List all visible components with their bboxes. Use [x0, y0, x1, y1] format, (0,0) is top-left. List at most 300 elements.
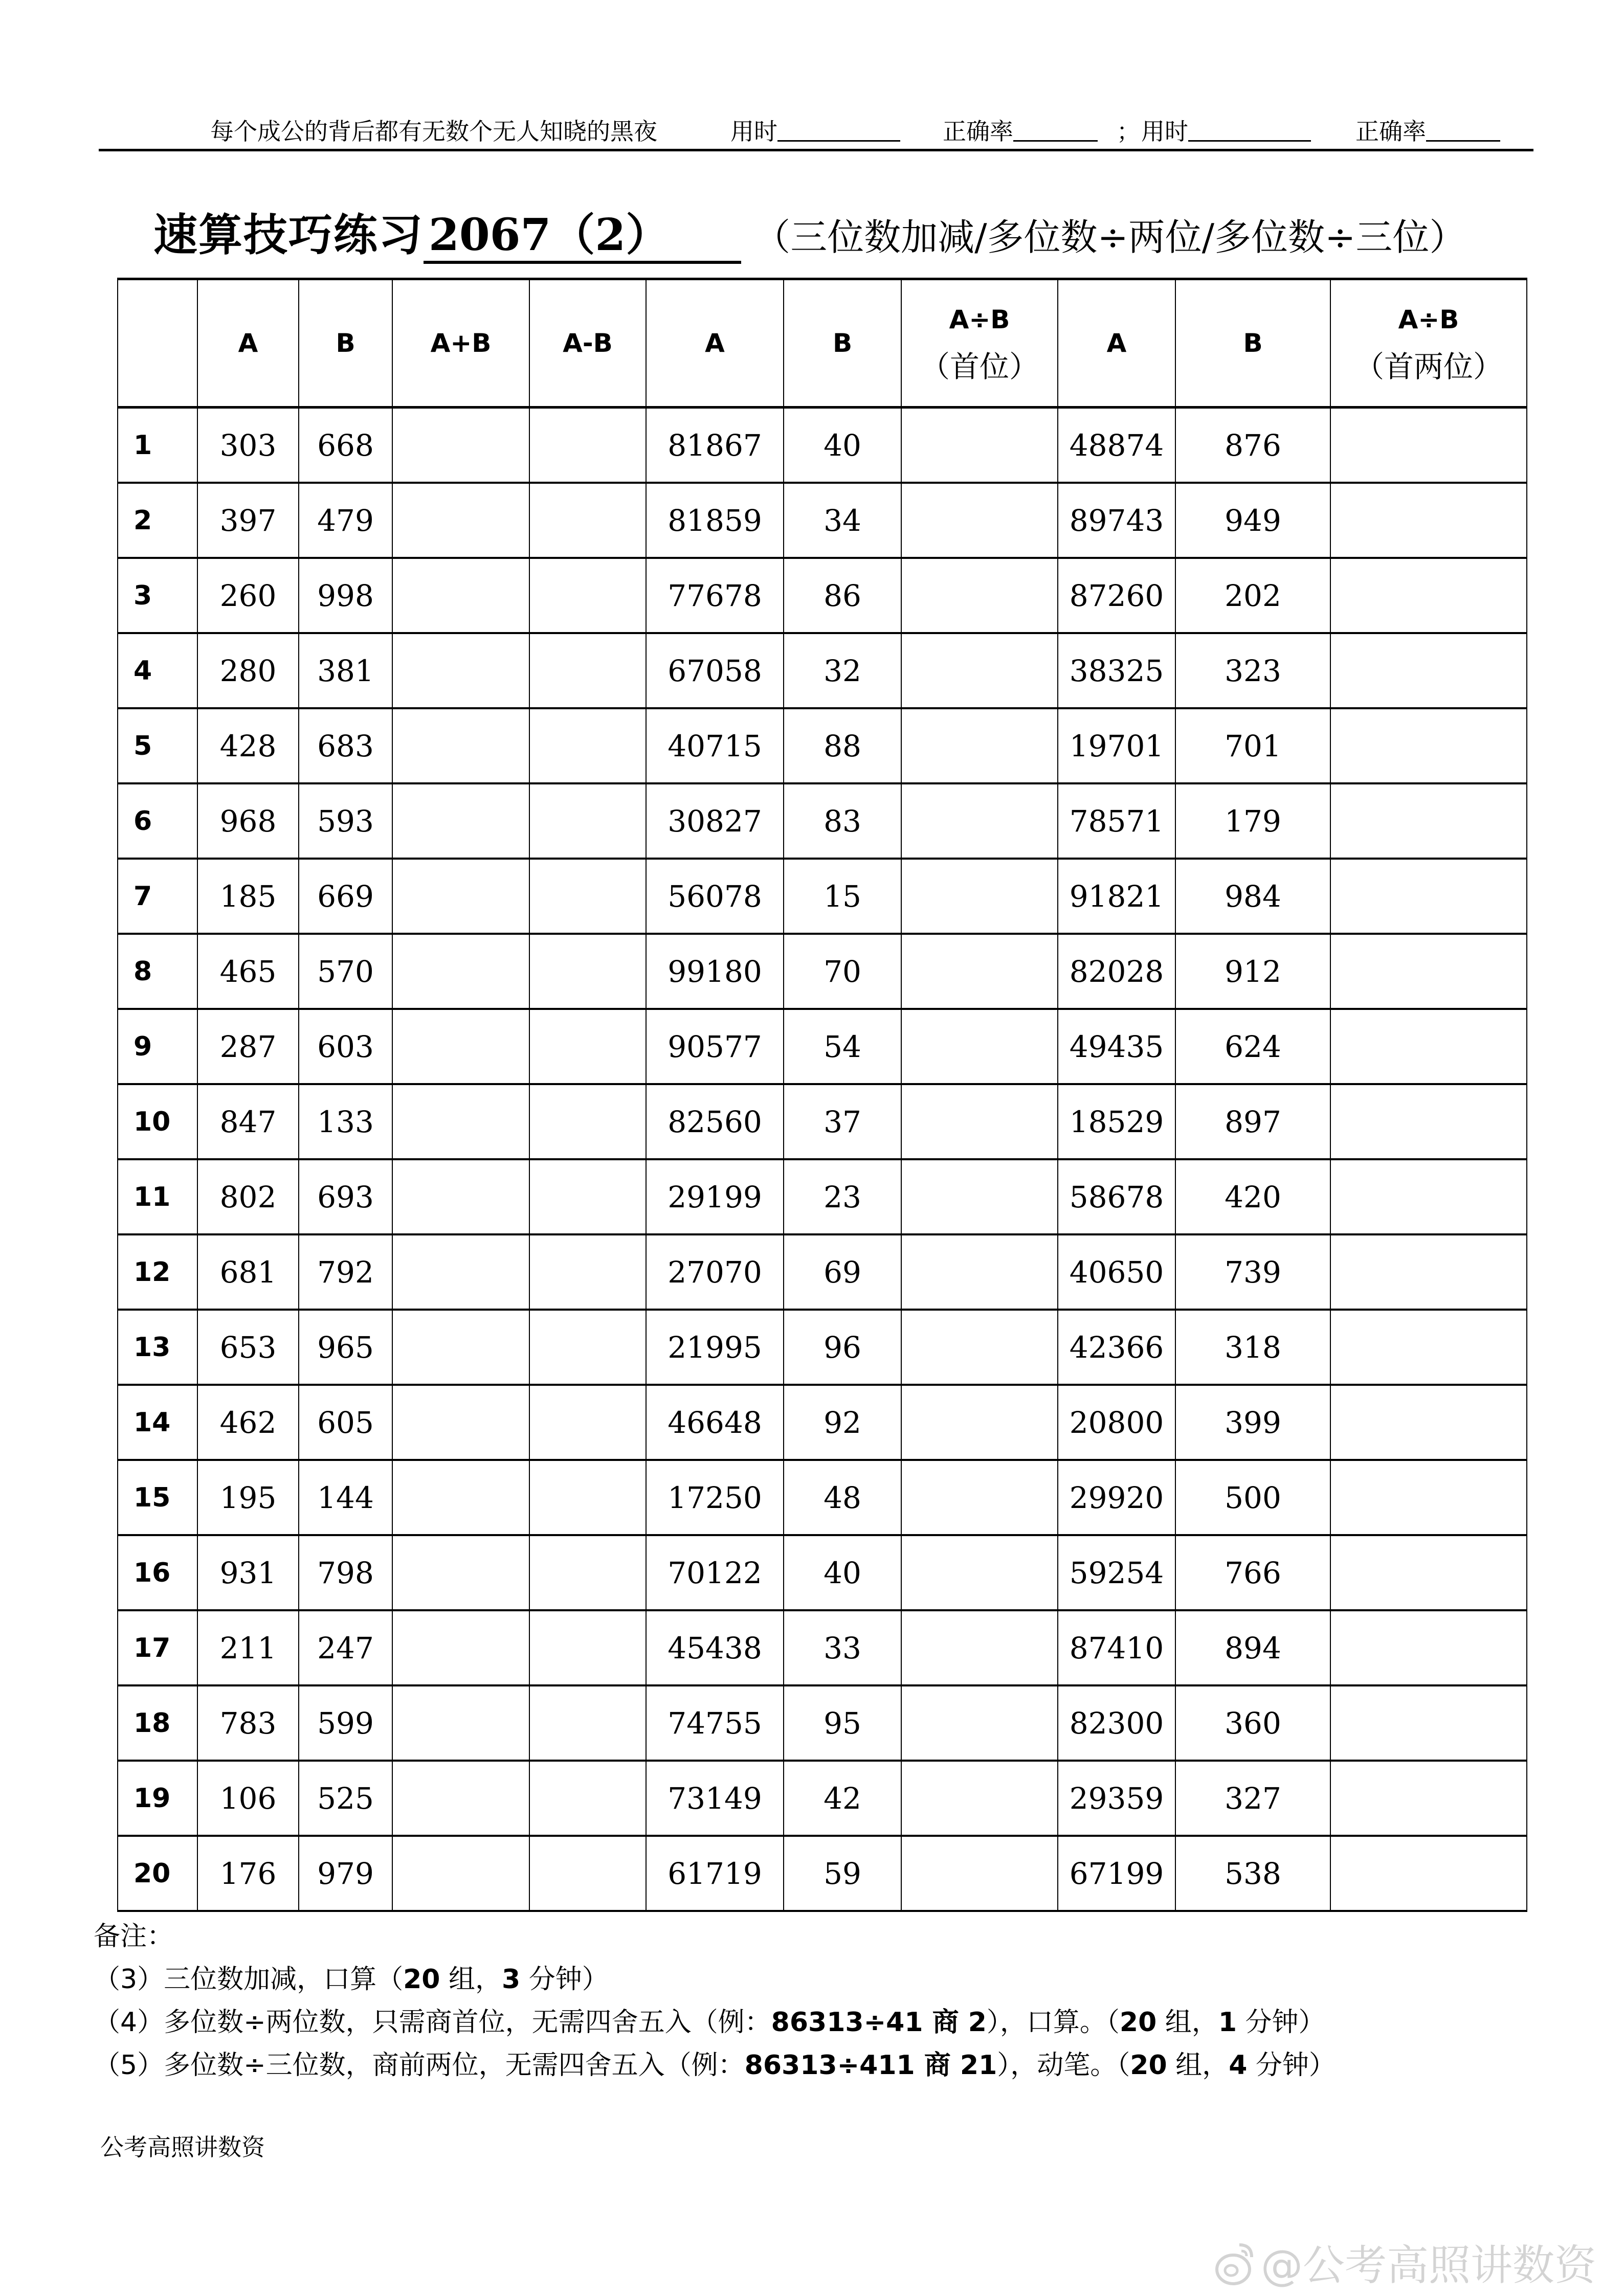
div3-answer-input[interactable] [1331, 709, 1526, 782]
div2-answer-input[interactable] [902, 559, 1057, 632]
header-a-minus-b: A-B [529, 279, 646, 408]
diff-answer-input[interactable] [530, 1311, 646, 1384]
sum-answer-input[interactable] [393, 1686, 529, 1760]
table-row [118, 483, 1527, 558]
row-number: 6 [118, 783, 197, 859]
sum-answer-cell[interactable] [392, 708, 529, 783]
div3-answer-cell[interactable] [1330, 1685, 1527, 1761]
addsub-b: 605 [299, 1385, 392, 1460]
div2-answer-cell[interactable] [901, 633, 1058, 708]
addsub-b: 792 [299, 1234, 392, 1310]
table-row [118, 1761, 1527, 1836]
sum-answer-input[interactable] [393, 860, 529, 933]
div3-answer-cell[interactable] [1330, 1234, 1527, 1310]
row-number: 17 [118, 1610, 197, 1685]
diff-answer-cell[interactable] [529, 1535, 646, 1610]
time-label-1: 用时 [730, 114, 777, 149]
diff-answer-cell[interactable] [529, 408, 646, 483]
table-row [118, 1310, 1527, 1385]
sum-answer-input[interactable] [393, 409, 529, 482]
div3-answer-cell[interactable] [1330, 1761, 1527, 1836]
div2-a: 67058 [646, 633, 784, 708]
div2-answer-input[interactable] [902, 784, 1057, 858]
row-number: 19 [118, 1761, 197, 1836]
div2-answer-input[interactable] [902, 1311, 1057, 1384]
row-number: 20 [118, 1836, 197, 1911]
div2-a: 21995 [646, 1310, 784, 1385]
div3-b: 420 [1175, 1159, 1330, 1234]
row-number: 10 [118, 1084, 197, 1159]
div2-answer-cell[interactable] [901, 1836, 1058, 1911]
watermark [1215, 2232, 1596, 2292]
div3-answer-input[interactable] [1331, 1311, 1526, 1384]
div2-answer-input[interactable] [902, 1010, 1057, 1083]
sum-answer-input[interactable] [393, 1611, 529, 1684]
row-number: 11 [118, 1159, 197, 1234]
row-number: 7 [118, 859, 197, 934]
div3-b: 318 [1175, 1310, 1330, 1385]
div3-a: 38325 [1058, 633, 1175, 708]
div3-a: 48874 [1058, 408, 1175, 483]
div2-a: 81859 [646, 483, 784, 558]
div2-b: 15 [784, 859, 901, 934]
div2-answer-cell[interactable] [901, 1610, 1058, 1685]
sum-answer-input[interactable] [393, 1536, 529, 1609]
row-number: 9 [118, 1009, 197, 1084]
div3-answer-cell[interactable] [1330, 1084, 1527, 1159]
div3-a: 87410 [1058, 1610, 1175, 1685]
diff-answer-input[interactable] [530, 1386, 646, 1459]
div3-answer-cell[interactable] [1330, 1009, 1527, 1084]
diff-answer-cell[interactable] [529, 1234, 646, 1310]
div2-a: 45438 [646, 1610, 784, 1685]
div3-answer-input[interactable] [1331, 634, 1526, 707]
div3-a: 20800 [1058, 1385, 1175, 1460]
div2-answer-cell[interactable] [901, 1385, 1058, 1460]
diff-answer-input[interactable] [530, 1536, 646, 1609]
div2-b: 33 [784, 1610, 901, 1685]
div3-answer-input[interactable] [1331, 1686, 1526, 1760]
div2-a: 46648 [646, 1385, 784, 1460]
addsub-a: 462 [197, 1385, 299, 1460]
addsub-a: 185 [197, 859, 299, 934]
sum-answer-cell[interactable] [392, 1836, 529, 1911]
time-label-2: 用时 [1141, 114, 1188, 149]
div3-answer-input[interactable] [1331, 1010, 1526, 1083]
separator: ； [1117, 118, 1140, 145]
diff-answer-input[interactable] [530, 1085, 646, 1158]
div2-b: 37 [784, 1084, 901, 1159]
addsub-b: 998 [299, 558, 392, 633]
table-row [118, 1084, 1527, 1159]
div2-answer-input[interactable] [902, 1085, 1057, 1158]
addsub-b: 603 [299, 1009, 392, 1084]
div2-answer-cell[interactable] [901, 1009, 1058, 1084]
addsub-b: 525 [299, 1761, 392, 1836]
diff-answer-input[interactable] [530, 709, 646, 782]
div2-answer-cell[interactable] [901, 783, 1058, 859]
diff-answer-input[interactable] [530, 1611, 646, 1684]
div2-answer-input[interactable] [902, 709, 1057, 782]
addsub-a: 176 [197, 1836, 299, 1911]
div3-answer-input[interactable] [1331, 1536, 1526, 1609]
div3-answer-cell[interactable] [1330, 1159, 1527, 1234]
addsub-b: 599 [299, 1685, 392, 1761]
diff-answer-cell[interactable] [529, 1159, 646, 1234]
div2-a: 99180 [646, 934, 784, 1009]
sum-answer-input[interactable] [393, 484, 529, 557]
table-row [118, 934, 1527, 1009]
div3-answer-input[interactable] [1331, 860, 1526, 933]
diff-answer-cell[interactable] [529, 1009, 646, 1084]
div2-answer-input[interactable] [902, 634, 1057, 707]
sum-answer-input[interactable] [393, 1085, 529, 1158]
div3-b: 912 [1175, 934, 1330, 1009]
footer-source: 公考高照讲数资 [100, 2133, 265, 2161]
diff-answer-cell[interactable] [529, 1685, 646, 1761]
div3-a: 67199 [1058, 1836, 1175, 1911]
diff-answer-cell[interactable] [529, 483, 646, 558]
addsub-a: 465 [197, 934, 299, 1009]
div2-b: 54 [784, 1009, 901, 1084]
div2-answer-input[interactable] [902, 1386, 1057, 1459]
addsub-a: 802 [197, 1159, 299, 1234]
sum-answer-cell[interactable] [392, 1009, 529, 1084]
table-row [118, 1610, 1527, 1685]
div2-a: 29199 [646, 1159, 784, 1234]
div2-answer-input[interactable] [902, 1235, 1057, 1309]
div2-b: 40 [784, 408, 901, 483]
diff-answer-input[interactable] [530, 1160, 646, 1233]
header-a-addsub: A [197, 279, 299, 408]
div2-answer-input[interactable] [902, 484, 1057, 557]
addsub-a: 931 [197, 1535, 299, 1610]
addsub-b: 381 [299, 633, 392, 708]
div2-a: 90577 [646, 1009, 784, 1084]
page-title [153, 199, 1466, 261]
div2-answer-cell[interactable] [901, 1234, 1058, 1310]
sum-answer-input[interactable] [393, 1837, 529, 1910]
div2-answer-cell[interactable] [901, 1084, 1058, 1159]
sum-answer-cell[interactable] [392, 1310, 529, 1385]
sum-answer-cell[interactable] [392, 1535, 529, 1610]
div2-a: 81867 [646, 408, 784, 483]
accuracy-blank-2[interactable] [1426, 114, 1500, 142]
table-row [118, 708, 1527, 783]
sum-answer-input[interactable] [393, 784, 529, 858]
sum-answer-input[interactable] [393, 559, 529, 632]
div2-answer-cell[interactable] [901, 1761, 1058, 1836]
sum-answer-input[interactable] [393, 935, 529, 1008]
diff-answer-input[interactable] [530, 1762, 646, 1835]
div3-answer-cell[interactable] [1330, 1385, 1527, 1460]
time-blank-1[interactable] [777, 114, 900, 142]
addsub-b: 144 [299, 1460, 392, 1535]
div3-answer-input[interactable] [1331, 409, 1526, 482]
div2-a: 27070 [646, 1234, 784, 1310]
note-item-5: （5）多位数÷三位数，商前两位，无需四舍五入（例：86313÷411 商 21），动笔。（20 组，4 分钟） [94, 2050, 1336, 2081]
div2-a: 40715 [646, 708, 784, 783]
diff-answer-cell[interactable] [529, 1310, 646, 1385]
sum-answer-cell[interactable] [392, 483, 529, 558]
div2-b: 32 [784, 633, 901, 708]
div2-a: 61719 [646, 1836, 784, 1911]
sum-answer-cell[interactable] [392, 1761, 529, 1836]
diff-answer-cell[interactable] [529, 708, 646, 783]
div3-b: 323 [1175, 633, 1330, 708]
diff-answer-input[interactable] [530, 1461, 646, 1534]
div3-answer-input[interactable] [1331, 784, 1526, 858]
sum-answer-cell[interactable] [392, 859, 529, 934]
sum-answer-cell[interactable] [392, 1234, 529, 1310]
addsub-b: 979 [299, 1836, 392, 1911]
header-divider [99, 149, 1533, 151]
div2-a: 70122 [646, 1535, 784, 1610]
row-number: 8 [118, 934, 197, 1009]
div2-b: 70 [784, 934, 901, 1009]
div3-answer-cell[interactable] [1330, 1836, 1527, 1911]
div2-b: 88 [784, 708, 901, 783]
div2-answer-input[interactable] [902, 409, 1057, 482]
div3-answer-input[interactable] [1331, 1837, 1526, 1910]
row-number: 3 [118, 558, 197, 633]
addsub-b: 669 [299, 859, 392, 934]
div3-answer-cell[interactable] [1330, 1310, 1527, 1385]
addsub-a: 303 [197, 408, 299, 483]
header-quotient-first-digit: A÷B （首位） [901, 279, 1058, 408]
diff-answer-input[interactable] [530, 1235, 646, 1309]
row-number: 13 [118, 1310, 197, 1385]
diff-answer-input[interactable] [530, 1010, 646, 1083]
div3-answer-input[interactable] [1331, 1386, 1526, 1459]
div3-b: 179 [1175, 783, 1330, 859]
addsub-a: 260 [197, 558, 299, 633]
sum-answer-cell[interactable] [392, 1159, 529, 1234]
motto-bar [99, 114, 1533, 149]
div3-answer-input[interactable] [1331, 1235, 1526, 1309]
addsub-a: 397 [197, 483, 299, 558]
div2-a: 56078 [646, 859, 784, 934]
sum-answer-cell[interactable] [392, 783, 529, 859]
div2-answer-cell[interactable] [901, 934, 1058, 1009]
div2-answer-input[interactable] [902, 1160, 1057, 1233]
table-row [118, 1009, 1527, 1084]
div3-answer-cell[interactable] [1330, 1535, 1527, 1610]
div2-answer-input[interactable] [902, 1461, 1057, 1534]
sum-answer-cell[interactable] [392, 633, 529, 708]
addsub-a: 847 [197, 1084, 299, 1159]
row-number: 14 [118, 1385, 197, 1460]
div3-answer-input[interactable] [1331, 559, 1526, 632]
title-main: 速算技巧练习 [153, 209, 424, 261]
diff-answer-input[interactable] [530, 784, 646, 858]
div3-answer-input[interactable] [1331, 1461, 1526, 1534]
sum-answer-cell[interactable] [392, 934, 529, 1009]
row-number: 12 [118, 1234, 197, 1310]
diff-answer-cell[interactable] [529, 1084, 646, 1159]
sum-answer-input[interactable] [393, 1010, 529, 1083]
accuracy-blank-1[interactable] [1013, 114, 1098, 142]
table-row [118, 783, 1527, 859]
sum-answer-cell[interactable] [392, 1460, 529, 1535]
addsub-b: 965 [299, 1310, 392, 1385]
div3-answer-cell[interactable] [1330, 483, 1527, 558]
row-number: 2 [118, 483, 197, 558]
sum-answer-input[interactable] [393, 1160, 529, 1233]
addsub-b: 479 [299, 483, 392, 558]
div3-a: 40650 [1058, 1234, 1175, 1310]
sum-answer-cell[interactable] [392, 1084, 529, 1159]
diff-answer-input[interactable] [530, 634, 646, 707]
diff-answer-cell[interactable] [529, 1385, 646, 1460]
div2-b: 83 [784, 783, 901, 859]
div3-b: 399 [1175, 1385, 1330, 1460]
header-a-plus-b: A+B [392, 279, 529, 408]
div2-b: 69 [784, 1234, 901, 1310]
div2-answer-input[interactable] [902, 1762, 1057, 1835]
div3-b: 327 [1175, 1761, 1330, 1836]
sum-answer-cell[interactable] [392, 1610, 529, 1685]
addsub-b: 133 [299, 1084, 392, 1159]
diff-answer-input[interactable] [530, 484, 646, 557]
sum-answer-cell[interactable] [392, 1385, 529, 1460]
div3-b: 949 [1175, 483, 1330, 558]
diff-answer-cell[interactable] [529, 1761, 646, 1836]
div2-b: 23 [784, 1159, 901, 1234]
div3-answer-cell[interactable] [1330, 1460, 1527, 1535]
diff-answer-input[interactable] [530, 860, 646, 933]
row-number: 18 [118, 1685, 197, 1761]
div2-answer-input[interactable] [902, 1686, 1057, 1760]
div3-answer-input[interactable] [1331, 1085, 1526, 1158]
sum-answer-input[interactable] [393, 1762, 529, 1835]
table-row [118, 1460, 1527, 1535]
sum-answer-input[interactable] [393, 709, 529, 782]
div2-answer-cell[interactable] [901, 408, 1058, 483]
row-number: 5 [118, 708, 197, 783]
div3-answer-cell[interactable] [1330, 783, 1527, 859]
div3-answer-cell[interactable] [1330, 1610, 1527, 1685]
diff-answer-cell[interactable] [529, 1836, 646, 1911]
note-item-4: （4）多位数÷两位数，只需商首位，无需四舍五入（例：86313÷41 商 2），口算。（20 组，1 分钟） [94, 2007, 1325, 2038]
addsub-b: 593 [299, 783, 392, 859]
div3-a: 42366 [1058, 1310, 1175, 1385]
div3-b: 766 [1175, 1535, 1330, 1610]
time-blank-2[interactable] [1188, 114, 1311, 142]
div3-answer-input[interactable] [1331, 1611, 1526, 1684]
div2-answer-input[interactable] [902, 1536, 1057, 1609]
div3-a: 49435 [1058, 1009, 1175, 1084]
addsub-a: 280 [197, 633, 299, 708]
div3-b: 984 [1175, 859, 1330, 934]
note-item-3: （3）三位数加减，口算（20 组，3 分钟） [94, 1964, 609, 1995]
div2-answer-input[interactable] [902, 860, 1057, 933]
div2-b: 96 [784, 1310, 901, 1385]
div2-answer-cell[interactable] [901, 1159, 1058, 1234]
watermark-text: @公考高照讲数资 [1261, 2241, 1597, 2290]
sum-answer-input[interactable] [393, 634, 529, 707]
diff-answer-cell[interactable] [529, 558, 646, 633]
div2-a: 17250 [646, 1460, 784, 1535]
diff-answer-input[interactable] [530, 409, 646, 482]
div2-answer-cell[interactable] [901, 483, 1058, 558]
div2-b: 40 [784, 1535, 901, 1610]
div3-answer-cell[interactable] [1330, 934, 1527, 1009]
diff-answer-cell[interactable] [529, 934, 646, 1009]
practice-table [117, 278, 1527, 1912]
div2-answer-cell[interactable] [901, 1535, 1058, 1610]
row-number: 4 [118, 633, 197, 708]
addsub-a: 211 [197, 1610, 299, 1685]
div3-a: 18529 [1058, 1084, 1175, 1159]
sum-answer-input[interactable] [393, 1311, 529, 1384]
diff-answer-cell[interactable] [529, 859, 646, 934]
div3-answer-input[interactable] [1331, 935, 1526, 1008]
div3-a: 29920 [1058, 1460, 1175, 1535]
sum-answer-input[interactable] [393, 1386, 529, 1459]
div3-b: 894 [1175, 1610, 1330, 1685]
div2-answer-cell[interactable] [901, 859, 1058, 934]
div2-a: 30827 [646, 783, 784, 859]
addsub-a: 681 [197, 1234, 299, 1310]
div3-answer-input[interactable] [1331, 1160, 1526, 1233]
div3-a: 89743 [1058, 483, 1175, 558]
title-number: 2067（2） [424, 210, 741, 264]
diff-answer-cell[interactable] [529, 633, 646, 708]
div2-answer-input[interactable] [902, 935, 1057, 1008]
header-a-div2: A [646, 279, 784, 408]
div3-answer-cell[interactable] [1330, 558, 1527, 633]
diff-answer-cell[interactable] [529, 1610, 646, 1685]
diff-answer-cell[interactable] [529, 1460, 646, 1535]
addsub-b: 693 [299, 1159, 392, 1234]
div2-answer-cell[interactable] [901, 708, 1058, 783]
div3-answer-cell[interactable] [1330, 859, 1527, 934]
accuracy-label-2: 正确率 [1355, 114, 1426, 149]
div3-answer-cell[interactable] [1330, 633, 1527, 708]
div2-b: 92 [784, 1385, 901, 1460]
div2-answer-cell[interactable] [901, 1685, 1058, 1761]
div3-answer-cell[interactable] [1330, 408, 1527, 483]
table-row [118, 1159, 1527, 1234]
diff-answer-input[interactable] [530, 935, 646, 1008]
table-row [118, 1535, 1527, 1610]
diff-answer-cell[interactable] [529, 783, 646, 859]
div2-answer-input[interactable] [902, 1611, 1057, 1684]
div3-answer-input[interactable] [1331, 1762, 1526, 1835]
div3-answer-cell[interactable] [1330, 708, 1527, 783]
diff-answer-input[interactable] [530, 1837, 646, 1910]
div2-answer-cell[interactable] [901, 558, 1058, 633]
sum-answer-cell[interactable] [392, 558, 529, 633]
div3-answer-input[interactable] [1331, 484, 1526, 557]
sum-answer-input[interactable] [393, 1235, 529, 1309]
div2-b: 34 [784, 483, 901, 558]
motto-text: 每个成公的背后都有无数个无人知晓的黑夜 [210, 118, 657, 145]
accuracy-label-1: 正确率 [943, 114, 1013, 149]
div2-answer-input[interactable] [902, 1837, 1057, 1910]
sum-answer-input[interactable] [393, 1461, 529, 1534]
diff-answer-input[interactable] [530, 1686, 646, 1760]
div2-answer-cell[interactable] [901, 1310, 1058, 1385]
div3-b: 360 [1175, 1685, 1330, 1761]
weibo-logo-icon [1215, 2237, 1256, 2288]
div2-answer-cell[interactable] [901, 1460, 1058, 1535]
addsub-b: 683 [299, 708, 392, 783]
sum-answer-cell[interactable] [392, 408, 529, 483]
diff-answer-input[interactable] [530, 559, 646, 632]
sum-answer-cell[interactable] [392, 1685, 529, 1761]
